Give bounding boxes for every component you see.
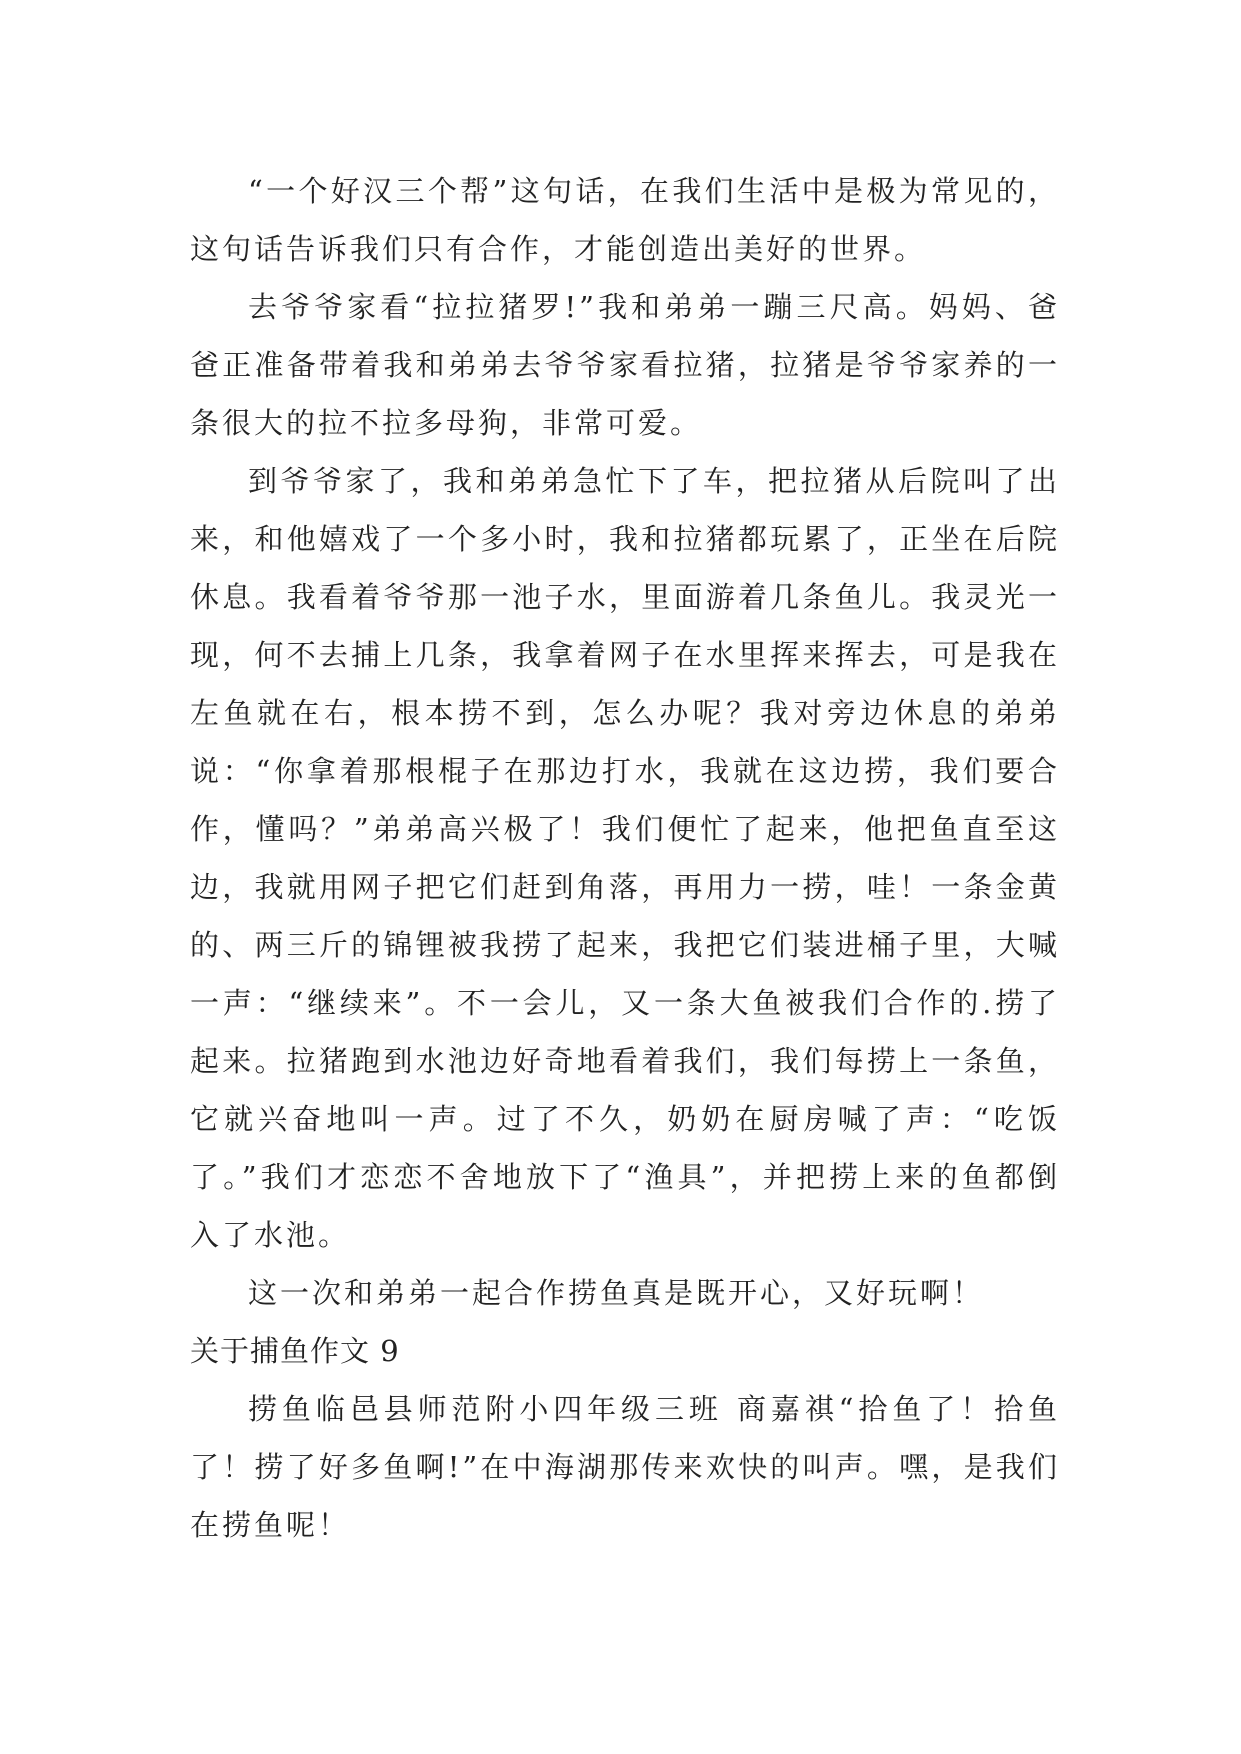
paragraph-conclusion: 这一次和弟弟一起合作捞鱼真是既开心，又好玩啊！ bbox=[248, 1276, 985, 1310]
section-heading: 关于捕鱼作文 9 bbox=[190, 1334, 400, 1368]
paragraph-visit-grandpa: 去爷爷家看“拉拉猪罗!”我和弟弟一蹦三尺高。妈妈、爸爸正准备带着我和弟弟去爷爷家看拉猪，拉猪是爷爷家养的一条很大的拉不拉多母狗，非常可爱。 bbox=[190, 290, 1060, 440]
document-body bbox=[190, 162, 1060, 1554]
paragraph-essay-nine-opening: 捞鱼临邑县师范附小四年级三班 商嘉祺“拾鱼了！拾鱼了！捞了好多鱼啊!”在中海湖那传来欢快的叫声。嘿，是我们在捞鱼呢！ bbox=[190, 1392, 1060, 1542]
paragraph-fishing-story: 到爷爷家了，我和弟弟急忙下了车，把拉猪从后院叫了出来，和他嬉戏了一个多小时，我和拉猪都玩累了，正坐在后院休息。我看着爷爷那一池子水，里面游着几条鱼儿。我灵光一现，何不去捕上几条，我拿着网子在水里挥来挥去，可是我在左鱼就在右，根本捞不到，怎么办呢？我对旁边休息的弟弟说：“你拿着那根棍子在那边打水，我就在这边捞，我们要合作，懂吗？”弟弟高兴极了！我们便忙了起来，他把鱼直至这边，我就用网子把它们赶到角落，再用力一捞，哇！一条金黄的、两三斤的锦锂被我捞了起来，我把它们装进桶子里，大喊一声：“继续来”。不一会儿，又一条大鱼被我们合作的.捞了起来。拉猪跑到水池边好奇地看着我们，我们每捞上一条鱼，它就兴奋地叫一声。过了不久，奶奶在厨房喊了声：“吃饭了。”我们才恋恋不舍地放下了“渔具”，并把捞上来的鱼都倒入了水池。 bbox=[190, 464, 1060, 1252]
paragraph-intro: “一个好汉三个帮”这句话，在我们生活中是极为常见的，这句话告诉我们只有合作，才能创造出美好的世界。 bbox=[190, 174, 1060, 266]
